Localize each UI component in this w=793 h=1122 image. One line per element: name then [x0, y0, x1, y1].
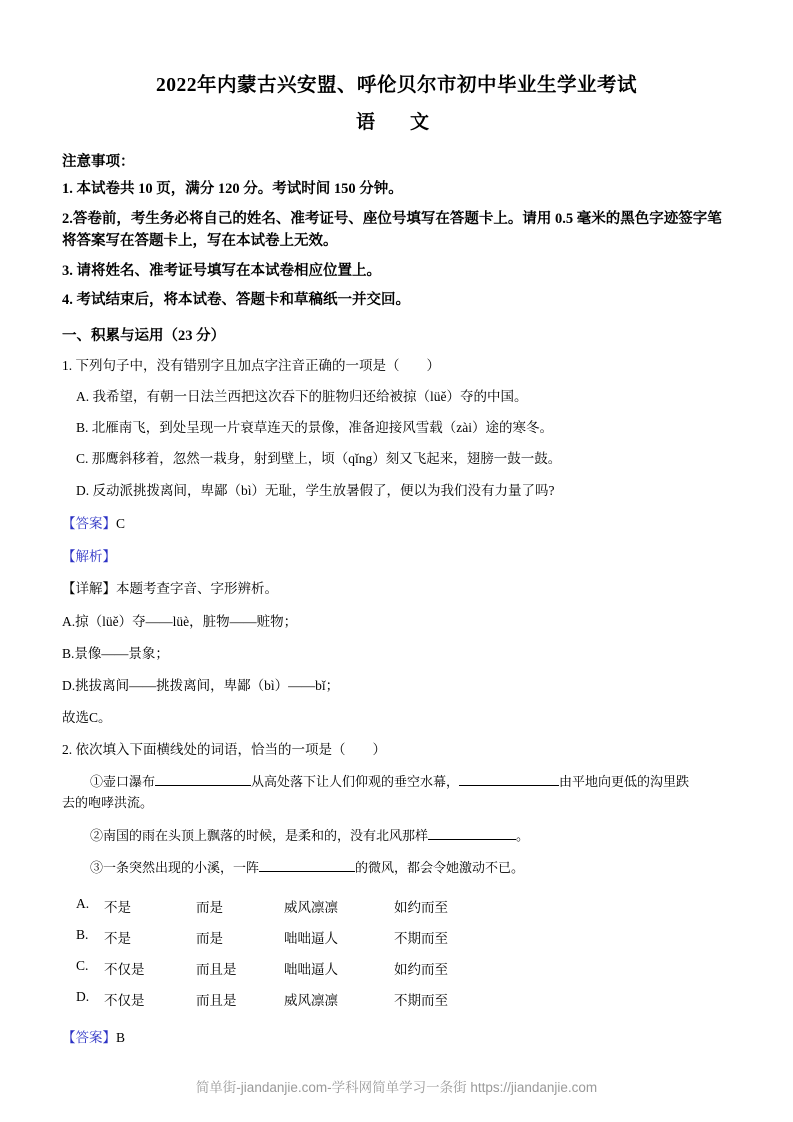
question-2-answer: [62, 1028, 731, 1048]
subitem-2-text-a: ②南国的雨在头顶上飘落的时候，是柔和的，没有北风那样: [90, 827, 429, 843]
fill-blank: [428, 826, 516, 839]
option-col-4: 不期而至: [394, 993, 448, 1009]
option-col-1: 不仅是: [104, 993, 145, 1009]
question-2-stem: 2. 依次填入下面横线处的词语，恰当的一项是（ ）: [62, 741, 386, 757]
question-1-answer: [62, 514, 731, 534]
section-heading: 一、积累与运用（23 分）: [62, 327, 226, 344]
page-title: 2022年内蒙古兴安盟、呼伦贝尔市初中毕业生学业考试: [155, 75, 637, 96]
question-2-subitem-3: [62, 857, 731, 878]
option-col-2: 而是: [196, 931, 223, 947]
question-1-detail: [62, 579, 731, 599]
detail-text: 本题考查字音、字形辨析。: [116, 581, 278, 597]
subitem-3-text-b: 的微风，都会令她激动不已。: [355, 860, 525, 876]
option-label: B.: [76, 927, 89, 943]
notice-item-4: 4. 考试结束后，将本试卷、答题卡和草稿纸一并交回。: [62, 292, 410, 309]
subitem-1-text-c: 由平地向更低的沟里跌: [559, 773, 690, 789]
answer-value: B: [116, 1029, 126, 1045]
analysis-tag: 【解析】: [62, 549, 116, 565]
question-1-option-d: D. 反动派挑拨离间，卑鄙（bì）无耻，学生放暑假了，便以为我们没有力量了吗?: [76, 482, 555, 498]
answer-tag: 【答案】: [62, 1029, 116, 1045]
option-col-4: 不期而至: [394, 931, 448, 947]
fill-blank: [259, 859, 355, 872]
question-1-option-a: A. 我希望，有朝一日法兰西把这次吞下的脏物归还给被掠（lüě）夺的中国。: [76, 388, 528, 404]
answer-value: C: [116, 515, 126, 531]
question-1-option-c: C. 那鹰斜移着，忽然一栽身，射到壁上，顷（qǐng）刻又飞起来，翅膀一鼓一鼓。: [76, 451, 562, 467]
option-col-2: 而且是: [196, 962, 237, 978]
option-label: D.: [76, 989, 90, 1005]
table-row: [62, 922, 448, 953]
table-row: [62, 984, 448, 1015]
question-1-option-b: B. 北雁南飞，到处呈现一片衰草连天的景像，准备迎接风雪载（zài）途的寒冬。: [76, 420, 553, 436]
question-2-subitem-1: [62, 771, 731, 814]
notice-heading: 注意事项：: [62, 154, 135, 171]
subitem-1-text-a: ①壶口瀑布: [90, 773, 156, 789]
notice-item-1: 1. 本试卷共 10 页，满分 120 分。考试时间 150 分钟。: [62, 181, 403, 198]
option-col-3: 咄咄逼人: [284, 962, 338, 978]
fill-blank: [155, 773, 251, 786]
detail-tag: 【详解】: [62, 581, 116, 597]
option-col-2: 而是: [196, 900, 223, 916]
question-1-detail-line-2: B.景像——景象；: [62, 645, 169, 661]
option-label: A.: [76, 896, 90, 912]
question-1-detail-line-1: A.掠（lüě）夺——lüè，脏物——赃物；: [62, 613, 298, 629]
table-row: [62, 891, 448, 922]
subitem-1-text-d: 去的咆哮洪流。: [62, 795, 154, 811]
option-col-3: 威风凛凛: [284, 900, 338, 916]
option-label: C.: [76, 958, 89, 974]
subitem-2-text-b: 。: [516, 827, 530, 843]
option-col-1: 不仅是: [104, 962, 145, 978]
question-1-analysis-tag: [62, 547, 731, 567]
notice-item-2: 2.答卷前，考生务必将自己的姓名、准考证号、座位号填写在答题卡上。请用 0.5 毫米的黑色字迹签字笔将答案写在答题卡上，写在本试卷上无效。: [62, 210, 722, 250]
question-2-options-table: [62, 891, 448, 1015]
subitem-3-text-a: ③一条突然出现的小溪，一阵: [90, 860, 260, 876]
answer-tag: 【答案】: [62, 515, 116, 531]
fill-blank: [459, 773, 559, 786]
question-1-stem: 1. 下列句子中，没有错别字且加点字注音正确的一项是（ ）: [62, 357, 440, 373]
page-footer-watermark: 简单街-jiandanjie.com-学科网简单学习一条街 https://jiandanjie.com: [195, 1080, 598, 1095]
option-col-4: 如约而至: [394, 900, 448, 916]
question-1-detail-line-3: D.挑拔离间——挑拨离间，卑鄙（bì）——bǐ；: [62, 678, 340, 694]
option-col-2: 而且是: [196, 993, 237, 1009]
subitem-1-text-b: 从高处落下让人们仰观的垂空水幕，: [251, 773, 460, 789]
option-col-1: 不是: [104, 931, 131, 947]
question-2-subitem-2: [62, 825, 731, 846]
question-1-detail-line-4: 故选C。: [62, 710, 112, 726]
option-col-3: 威风凛凛: [284, 993, 338, 1009]
table-row: [62, 953, 448, 984]
option-col-1: 不是: [104, 900, 131, 916]
option-col-4: 如约而至: [394, 962, 448, 978]
subject-title: 语 文: [355, 112, 437, 134]
notice-item-3: 3. 请将姓名、准考证号填写在本试卷相应位置上。: [62, 262, 381, 279]
option-col-3: 咄咄逼人: [284, 931, 338, 947]
